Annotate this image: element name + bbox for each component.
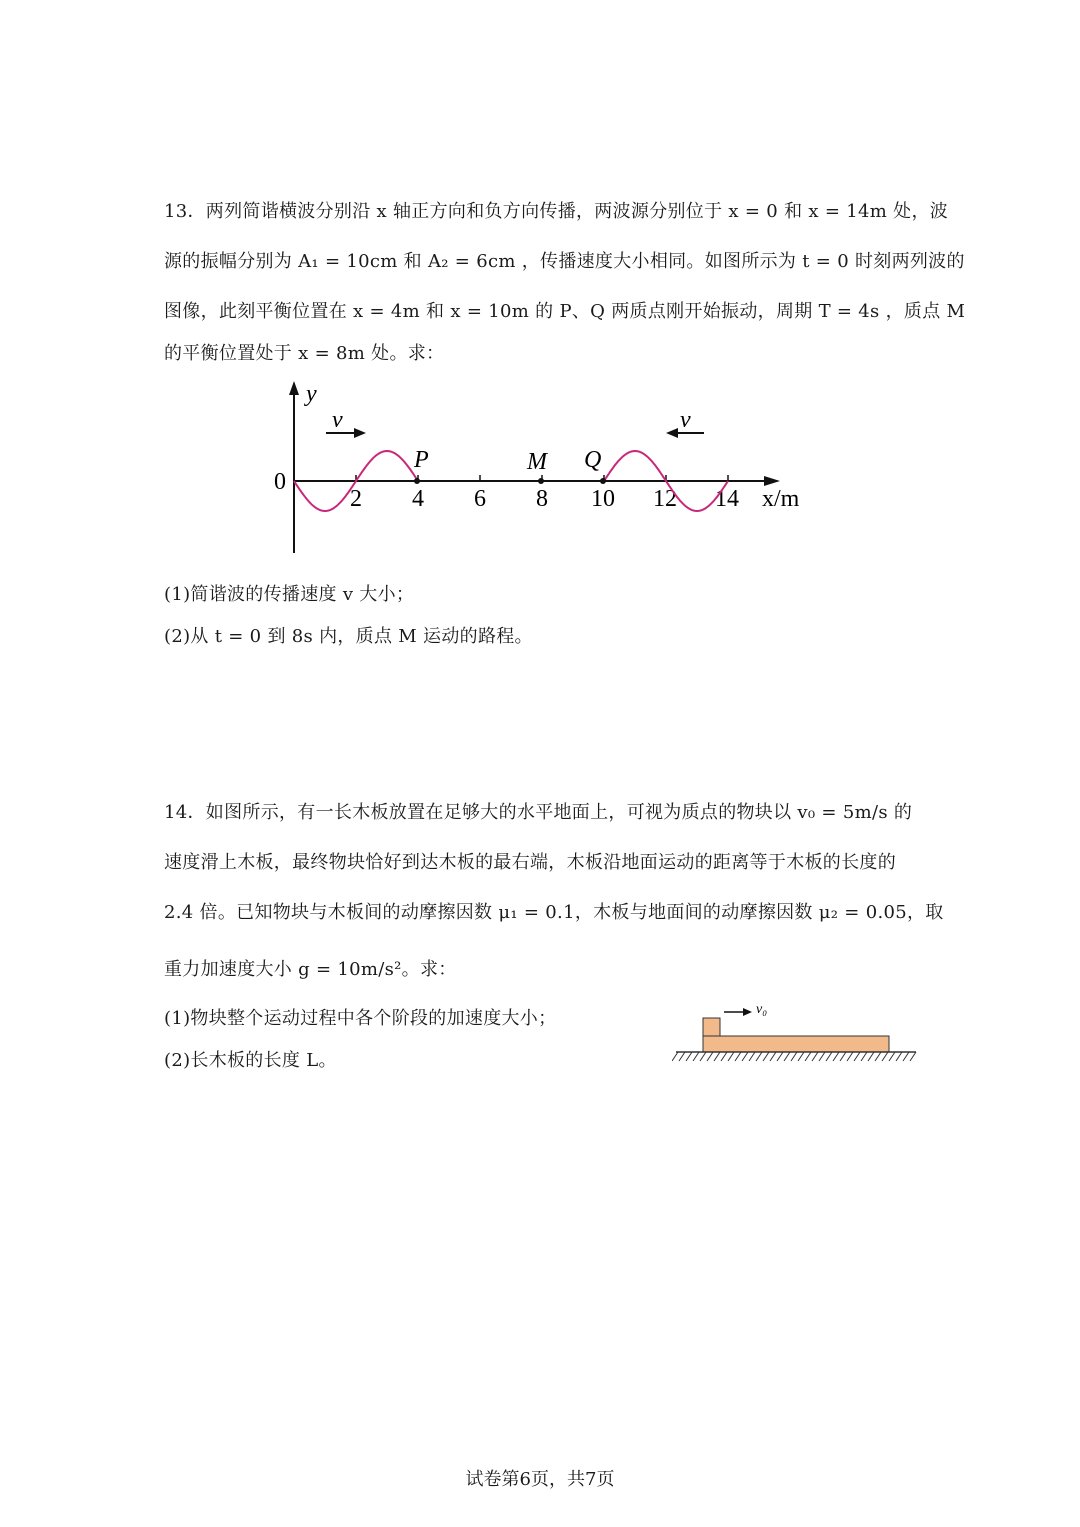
block-velocity-arrowhead (743, 1008, 752, 1016)
x-axis-label: x/m (762, 486, 800, 512)
block-velocity-label: v₀ (756, 1002, 768, 1017)
ground-hatch (672, 1052, 916, 1061)
hatch-line (826, 1052, 832, 1061)
long-board (703, 1036, 889, 1052)
hatch-line (693, 1052, 699, 1061)
small-block (703, 1018, 720, 1036)
hatch-line (812, 1052, 818, 1061)
hatch-line (735, 1052, 741, 1061)
hatch-line (700, 1052, 706, 1061)
y-axis-arrow (289, 381, 299, 395)
x-tick-label: 12 (653, 486, 677, 512)
x-tick-label: 14 (715, 486, 739, 512)
hatch-line (686, 1052, 692, 1061)
y-axis-label: y (306, 381, 317, 407)
hatch-line (756, 1052, 762, 1061)
hatch-line (714, 1052, 720, 1061)
point-q (600, 478, 606, 484)
hatch-line (861, 1052, 867, 1061)
hatch-line (728, 1052, 734, 1061)
hatch-line (672, 1052, 678, 1061)
q14-line-4: 重力加速度大小 g = 10m/s²。求： (164, 959, 457, 980)
board-figure (672, 995, 922, 1070)
hatch-line (763, 1052, 769, 1061)
hatch-line (847, 1052, 853, 1061)
hatch-line (749, 1052, 755, 1061)
q13-line-1: 13．两列简谐横波分别沿 x 轴正方向和负方向传播，两波源分别位于 x = 0 和 x = 14m 处，波 (164, 201, 949, 222)
point-q-label: Q (584, 447, 602, 473)
hatch-line (896, 1052, 902, 1061)
x-tick-label: 6 (474, 486, 486, 512)
q14-line-3: 2.4 倍。已知物块与木板间的动摩擦因数 μ₁ = 0.1，木板与地面间的动摩擦因数 μ₂ = 0.05，取 (164, 902, 944, 923)
hatch-line (742, 1052, 748, 1061)
q14-line-1: 14．如图所示，有一长木板放置在足够大的水平地面上，可视为质点的物块以 v₀ = 5m/s 的 (164, 802, 913, 823)
hatch-line (777, 1052, 783, 1061)
hatch-line (868, 1052, 874, 1061)
q13-line-2: 源的振幅分别为 A₁ = 10cm 和 A₂ = 6cm ，传播速度大小相同。如图所示为 t = 0 时刻两列波的 (164, 251, 965, 272)
q14-line-2: 速度滑上木板，最终物块恰好到达木板的最右端，木板沿地面运动的距离等于木板的长度的 (164, 852, 896, 873)
hatch-line (707, 1052, 713, 1061)
velocity-label-right: v (680, 407, 691, 433)
velocity-arrowhead-right (666, 428, 678, 438)
x-tick-label: 4 (412, 486, 424, 512)
q13-line-4: 的平衡位置处于 x = 8m 处。求： (164, 343, 445, 364)
q13-line-3: 图像，此刻平衡位置在 x = 4m 和 x = 10m 的 P、Q 两质点刚开始振动，周期 T = 4s ，质点 M (164, 301, 966, 322)
hatch-line (910, 1052, 916, 1061)
q13-sub-2: (2)从 t = 0 到 8s 内，质点 M 运动的路程。 (164, 626, 533, 647)
hatch-line (840, 1052, 846, 1061)
hatch-line (784, 1052, 790, 1061)
hatch-line (882, 1052, 888, 1061)
hatch-line (819, 1052, 825, 1061)
point-m-label: M (527, 449, 547, 475)
q13-sub-1: (1)简谐波的传播速度 v 大小； (164, 584, 415, 605)
origin-label: 0 (274, 469, 286, 495)
q14-sub-1: (1)物块整个运动过程中各个阶段的加速度大小； (164, 1008, 557, 1029)
hatch-line (889, 1052, 895, 1061)
point-p-label: P (414, 447, 429, 473)
wave-figure (250, 375, 830, 565)
hatch-line (854, 1052, 860, 1061)
x-tick-label: 10 (591, 486, 615, 512)
x-tick-label: 2 (350, 486, 362, 512)
hatch-line (721, 1052, 727, 1061)
point-m (538, 478, 544, 484)
hatch-line (805, 1052, 811, 1061)
x-tick-label: 8 (536, 486, 548, 512)
point-p (414, 478, 420, 484)
velocity-label-left: v (332, 407, 343, 433)
hatch-line (798, 1052, 804, 1061)
hatch-line (833, 1052, 839, 1061)
hatch-line (903, 1052, 909, 1061)
page-footer: 试卷第6页，共7页 (465, 1469, 615, 1490)
hatch-line (770, 1052, 776, 1061)
hatch-line (791, 1052, 797, 1061)
q14-sub-2: (2)长木板的长度 L。 (164, 1050, 337, 1071)
velocity-arrowhead-left (354, 428, 366, 438)
hatch-line (875, 1052, 881, 1061)
x-axis-arrow (764, 476, 780, 486)
hatch-line (679, 1052, 685, 1061)
